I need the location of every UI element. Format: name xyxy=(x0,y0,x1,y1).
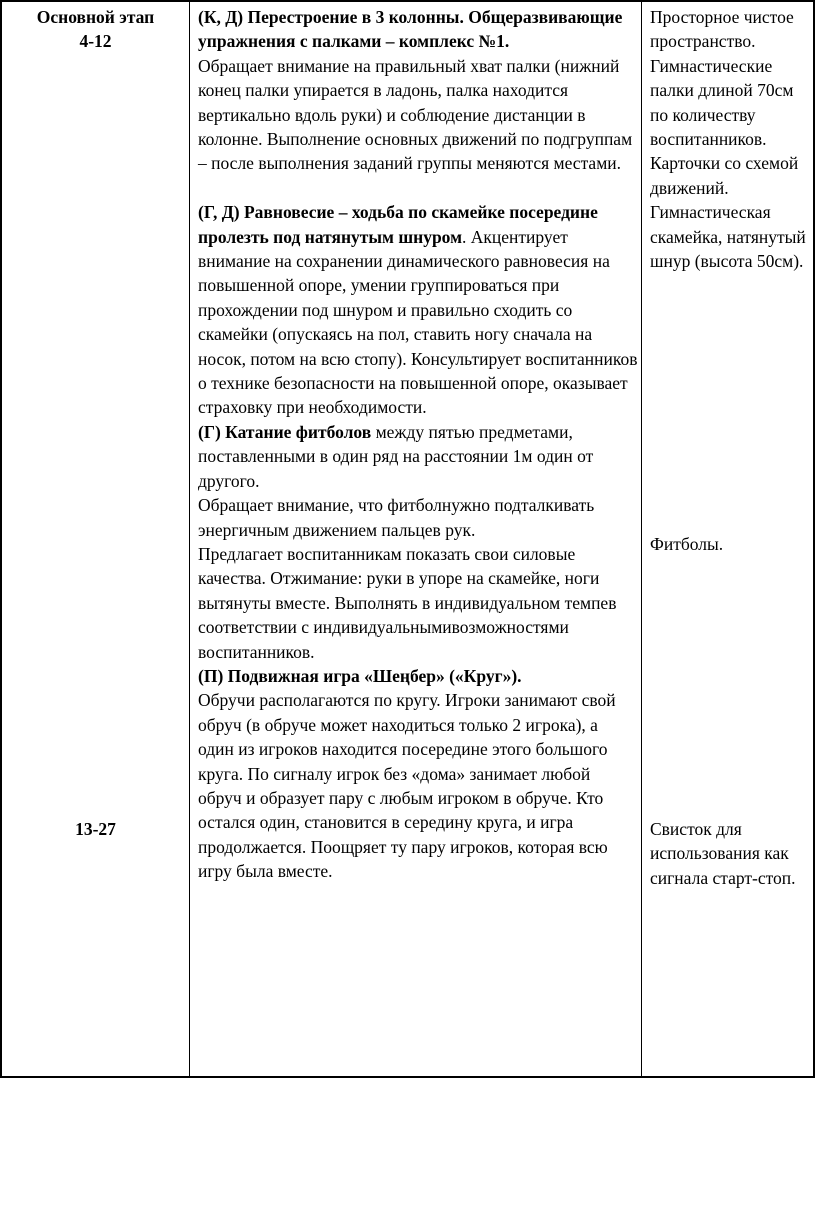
activity-block-1 xyxy=(198,5,638,176)
activity-heading-2: (Г, Д) Равновесие – ходьба по скамейке посередине пролезть под натянутым шнуром xyxy=(198,202,598,247)
equipment-1: Просторное чистое пространство. Гимнастические палки длиной 70см по количеству воспитанников. Карточки со схемой движений. Гимнастическая скамейка, натянутый шнур (высота 50см). xyxy=(650,7,806,272)
activity-text-1: Обращает внимание на правильный хват палки (нижний конец палки упирается в ладонь, палка находится вертикально вдоль руки) и соблюдение дистанции в колонне. Выполнение основных движений по подгруппам – после выполнения заданий группы меняются местами. xyxy=(198,55,633,174)
activity-text-3b: Обращает внимание, что фитболнужно подталкивать энергичным движением пальцев рук. xyxy=(198,495,595,540)
stage-minutes-1: 4-12 xyxy=(79,31,112,52)
activity-heading-4: (П) Подвижная игра «Шеңбер» («Круг»). xyxy=(198,665,522,686)
stage-minutes-2: 13-27 xyxy=(75,819,116,839)
stage-cell xyxy=(2,5,189,54)
activity-heading-3: (Г) Катание фитболов xyxy=(198,421,372,442)
activity-text-4: Обручи располагаются по кругу. Игроки занимают свой обруч (в обруче может находиться только 2 игрока), а один из игроков находится посередине этого большого круга. По сигналу игрок без «дома» занимает любой обруч и образует пару с любым игроком в обруче. Кто остался один, становится в середину круга, и игра продолжается. Поощряет ту пару игроков, которая всю игру была вместе. xyxy=(198,690,616,882)
activity-block-3 xyxy=(198,420,638,664)
column-divider-1 xyxy=(189,2,190,1076)
column-divider-2 xyxy=(641,2,642,1076)
equipment-2: Фитболы. xyxy=(650,534,724,554)
activity-text-3c: Предлагает воспитанникам показать свои силовые качества. Отжимание: руки в упоре на скамейке, ноги вытянуты вместе. Выполнять в индивидуальном темпев соответствии с индивидуальнымивозможностями воспитанников. xyxy=(198,543,617,662)
activity-text-3: между пятью предметами, поставленными в один ряд на расстоянии 1м один от другого. xyxy=(198,421,594,491)
stage-title: Основной этап xyxy=(36,7,155,27)
activities-cell xyxy=(198,5,638,884)
activity-heading-1: (К, Д) Перестроение в 3 колонны. Общеразвивающие упражнения с палками – комплекс №1. xyxy=(198,7,623,52)
equipment-3: Свисток для использования как сигнала старт-стоп. xyxy=(650,819,796,888)
activity-block-2 xyxy=(198,200,638,420)
activity-block-4 xyxy=(198,664,638,884)
activity-text-2: . Акцентирует внимание на сохранении динамического равновесия на повышенной опоре, умении группироваться при прохождении под шнуром и правильно сходить со скамейки (опускаясь на пол, ставить ногу сначала на носок, потом на всю стопу). Консультирует воспитанников о технике безопасности на повышенной опоре, оказывает страховку при необходимости. xyxy=(198,226,638,418)
